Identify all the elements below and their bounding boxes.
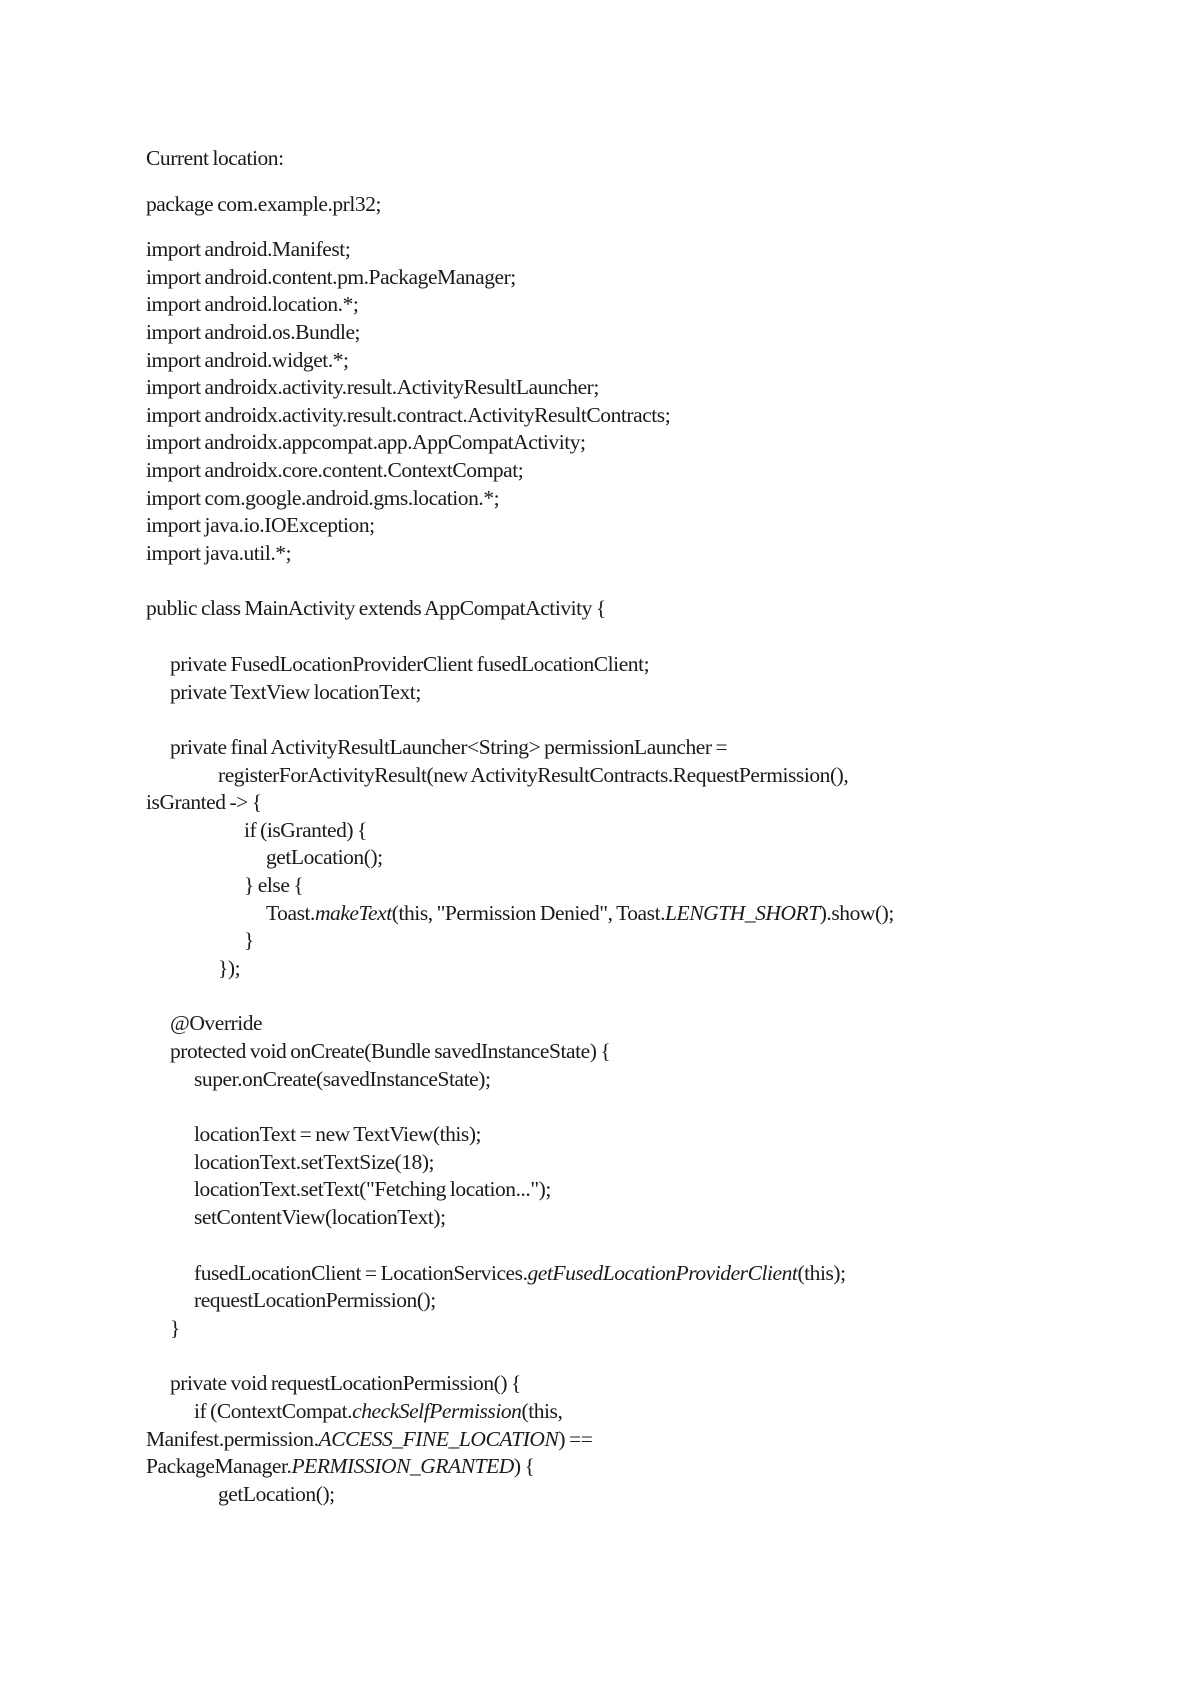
imports-block xyxy=(146,236,1146,567)
check-permission-line xyxy=(146,1398,1146,1426)
set-content-line: setContentView(locationText); xyxy=(194,1205,446,1229)
package-manager-line xyxy=(146,1453,1146,1481)
override-annotation: @Override xyxy=(170,1011,263,1036)
get-location-call: getLocation(); xyxy=(218,1481,335,1506)
toast-mid: (this, "Permission Denied", Toast. xyxy=(391,900,666,925)
spacer xyxy=(146,623,1146,651)
spacer xyxy=(146,173,1146,191)
spacer xyxy=(146,1342,1146,1370)
import-line: import android.widget.*; xyxy=(146,347,349,372)
import-line: import androidx.core.content.ContextCompat; xyxy=(146,457,524,482)
pm-post: ) { xyxy=(513,1454,535,1479)
import-line: import android.Manifest; xyxy=(146,237,351,262)
close-brace: } xyxy=(244,928,254,953)
else-branch: } else { xyxy=(244,873,304,898)
launcher-declaration: private final ActivityResultLauncher<String> permissionLauncher = xyxy=(170,735,728,760)
set-text-line: locationText.setText("Fetching location..."); xyxy=(194,1177,551,1202)
set-text-size-line: locationText.setTextSize(18); xyxy=(194,1149,435,1174)
import-line: import androidx.activity.result.contract.ActivityResultContracts; xyxy=(146,402,671,427)
check-method: checkSelfPermission xyxy=(352,1398,522,1423)
client-assign-line xyxy=(146,1260,1146,1288)
if-granted: if (isGranted) { xyxy=(244,817,367,842)
spacer xyxy=(146,706,1146,734)
toast-post: ).show(); xyxy=(819,900,894,925)
import-line: import androidx.activity.result.ActivityResultLauncher; xyxy=(146,375,599,400)
code-listing xyxy=(146,145,1146,1508)
manifest-post: ) == xyxy=(558,1426,593,1451)
request-permission-call: requestLocationPermission(); xyxy=(194,1288,436,1313)
new-textview-line: locationText = new TextView(this); xyxy=(194,1122,482,1147)
toast-method: makeText xyxy=(314,900,392,925)
toast-const: LENGTH_SHORT xyxy=(665,900,820,925)
close-brace: } xyxy=(170,1315,180,1340)
oncreate-declaration: protected void onCreate(Bundle savedInstanceState) { xyxy=(170,1039,611,1064)
manifest-pre: Manifest.permission. xyxy=(146,1426,319,1451)
client-assign-pre: fusedLocationClient = LocationServices. xyxy=(194,1260,528,1285)
client-assign-post: (this); xyxy=(797,1260,846,1285)
spacer xyxy=(146,1232,1146,1260)
heading-current-location: Current location: xyxy=(146,146,284,170)
lambda-head: isGranted -> { xyxy=(146,790,262,815)
import-line: import android.os.Bundle; xyxy=(146,319,361,344)
manifest-const: ACCESS_FINE_LOCATION xyxy=(318,1426,559,1451)
close-lambda: }); xyxy=(218,955,241,980)
register-call: registerForActivityResult(new ActivityResultContracts.RequestPermission(), xyxy=(218,762,849,787)
toast-pre: Toast. xyxy=(266,900,315,925)
import-line: import com.google.android.gms.location.*; xyxy=(146,485,500,510)
client-assign-method: getFusedLocationProviderClient xyxy=(527,1260,798,1285)
super-call: super.onCreate(savedInstanceState); xyxy=(194,1066,491,1091)
get-location-call: getLocation(); xyxy=(266,845,383,870)
toast-line xyxy=(146,900,1146,928)
class-declaration: public class MainActivity extends AppCompatActivity { xyxy=(146,596,606,621)
package-line: package com.example.prl32; xyxy=(146,191,382,216)
import-line: import java.util.*; xyxy=(146,540,292,565)
spacer xyxy=(146,1093,1146,1121)
manifest-line xyxy=(146,1426,1146,1454)
pm-pre: PackageManager. xyxy=(146,1454,292,1479)
spacer xyxy=(146,218,1146,236)
import-line: import androidx.appcompat.app.AppCompatActivity; xyxy=(146,430,586,455)
request-permission-declaration: private void requestLocationPermission() { xyxy=(170,1371,521,1396)
field-fused-client: private FusedLocationProviderClient fusedLocationClient; xyxy=(170,651,650,676)
pm-const: PERMISSION_GRANTED xyxy=(291,1454,514,1479)
import-line: import android.content.pm.PackageManager; xyxy=(146,264,516,289)
import-line: import java.io.IOException; xyxy=(146,513,375,538)
spacer xyxy=(146,567,1146,595)
field-location-text: private TextView locationText; xyxy=(170,679,421,704)
check-post: (this, xyxy=(521,1398,563,1423)
spacer xyxy=(146,982,1146,1010)
check-pre: if (ContextCompat. xyxy=(194,1398,353,1423)
import-line: import android.location.*; xyxy=(146,292,359,317)
